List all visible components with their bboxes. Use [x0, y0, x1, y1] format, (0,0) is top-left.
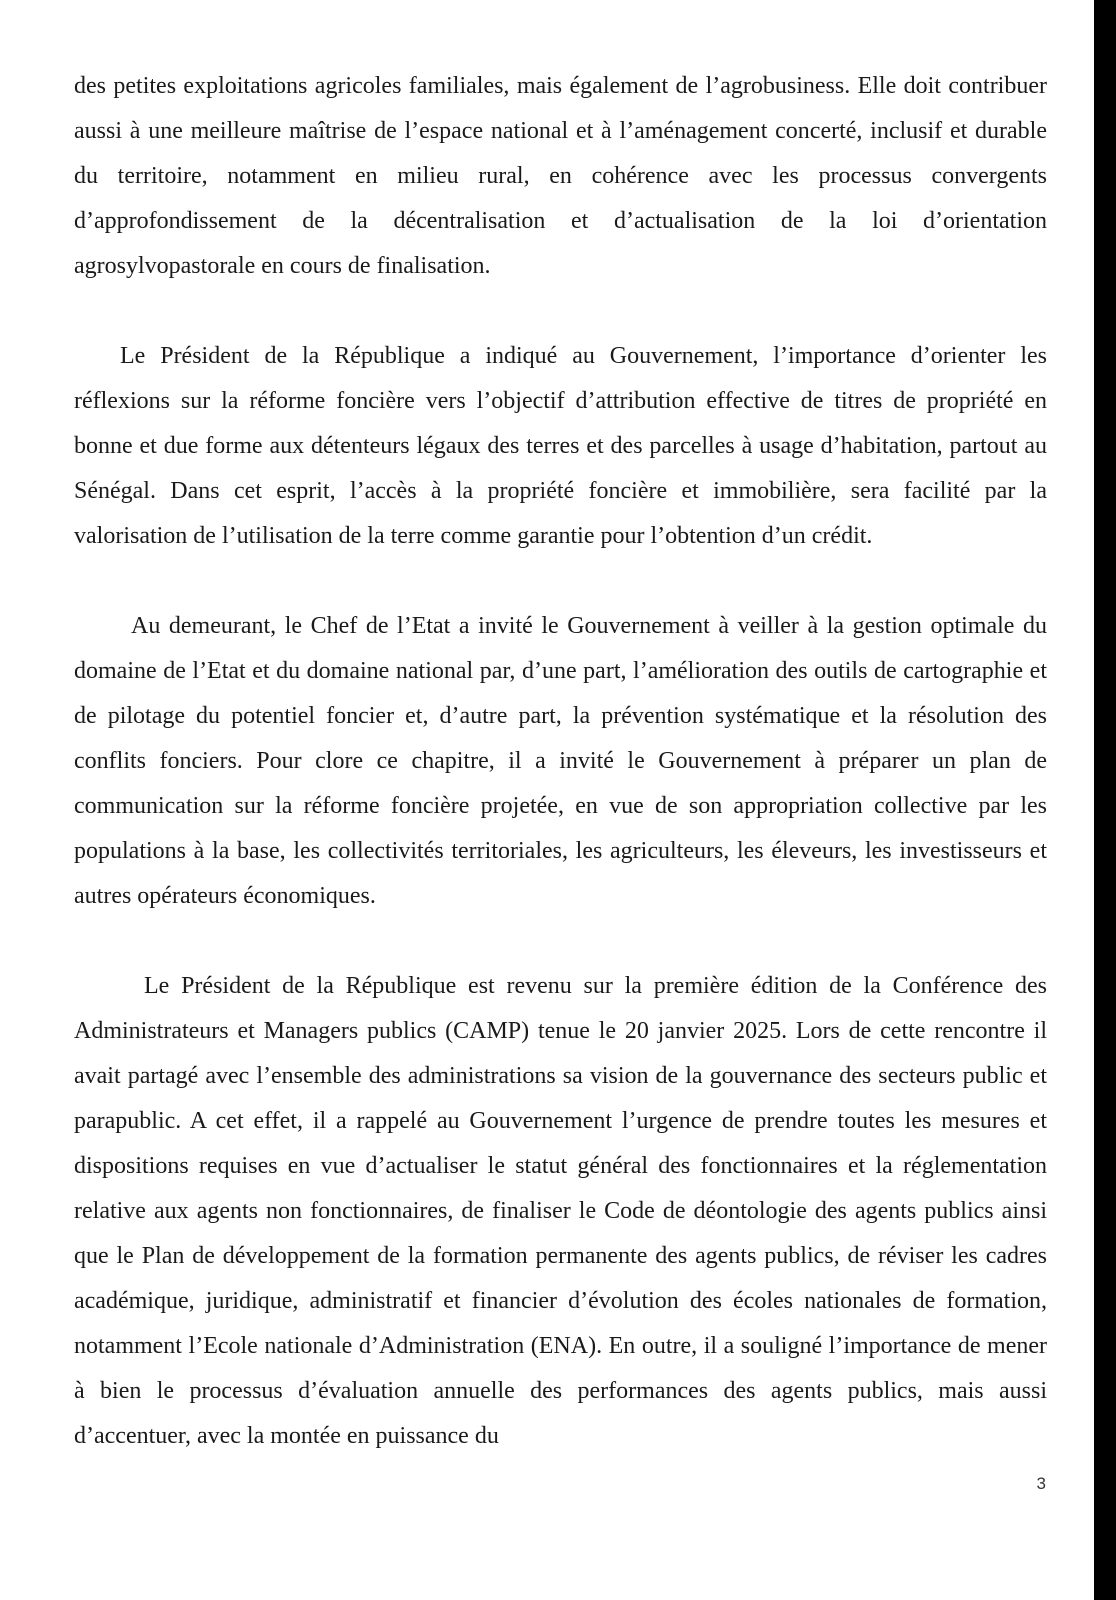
page-number: 3 — [1036, 1474, 1046, 1493]
paragraph-gestion-domaine: Au demeurant, le Chef de l’Etat a invité le Gouvernement à veiller à la gestion optimale du domaine de l’Etat et du domaine national par, d’une part, l’amélioration des outils de cartographie et de pilotage du potentiel foncier et, d’autre part, la prévention systématique et la résolution des conflits fonciers. Pour clore ce chapitre, il a invité le Gouvernement à préparer un plan de communication sur la réforme foncière projetée, en vue de son appropriation collective par les populations à la base, les collectivités territoriales, les agriculteurs, les éleveurs, les investisseurs et autres opérateurs économiques. — [74, 613, 1047, 909]
paragraph-agrobusiness: des petites exploitations agricoles familiales, mais également de l’agrobusiness. Elle doit contribuer aussi à une meilleure maîtrise de l’espace national et à l’aménagement concerté, inclusif et durable du territoire, notamment en milieu rural, en cohérence avec les processus convergents d’approfondissement de la décentralisation et d’actualisation de la loi d’orientation agrosylvopastorale en cours de finalisation. — [74, 73, 1047, 279]
paragraph-camp-conference: Le Président de la République est revenu sur la première édition de la Conférence des Administrateurs et Managers publics (CAMP) tenue le 20 janvier 2025. Lors de cette rencontre il avait partagé avec l’ensemble des administrations sa vision de la gouvernance des secteurs public et parapublic. A cet effet, il a rappelé au Gouvernement l’urgence de prendre toutes les mesures et dispositions requises en vue d’actualiser le statut général des fonctionnaires et la réglementation relative aux agents non fonctionnaires, de finaliser le Code de déontologie des agents publics ainsi que le Plan de développement de la formation permanente des agents publics, de réviser les cadres académique, juridique, administratif et financier d’évolution des écoles nationales de formation, notamment l’Ecole nationale d’Administration (ENA). En outre, il a souligné l’importance de mener à bien le processus d’évaluation annuelle des performances des agents publics, mais aussi d’accentuer, avec la montée en puissance du — [74, 973, 1047, 1449]
document-body — [74, 64, 1047, 1459]
paragraph-reforme-fonciere: Le Président de la République a indiqué au Gouvernement, l’importance d’orienter les réflexions sur la réforme foncière vers l’objectif d’attribution effective de titres de propriété en bonne et due forme aux détenteurs légaux des terres et des parcelles à usage d’habitation, partout au Sénégal. Dans cet esprit, l’accès à la propriété foncière et immobilière, sera facilité par la valorisation de l’utilisation de la terre comme garantie pour l’obtention d’un crédit. — [74, 343, 1047, 549]
